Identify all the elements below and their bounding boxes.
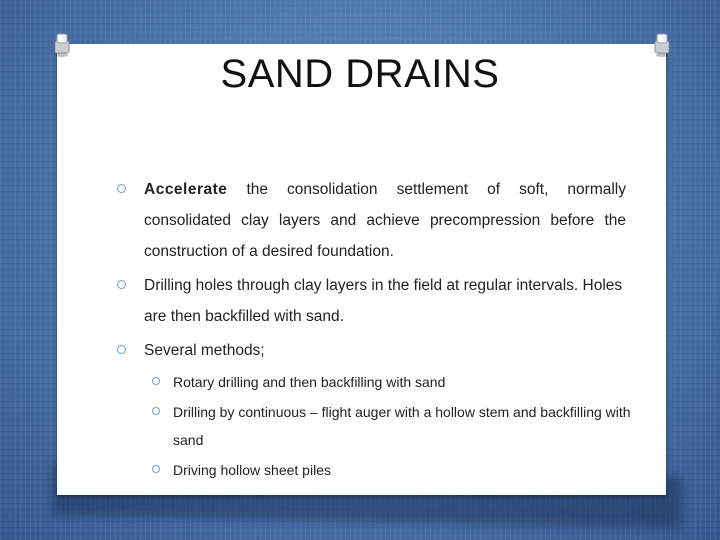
sub-bullet-item (173, 398, 638, 454)
hollow-circle-bullet-icon (152, 465, 160, 473)
hollow-circle-bullet-icon (117, 345, 126, 354)
sub-bullet-text: Drilling by continuous – flight auger with a hollow stem and backfilling with sand (173, 404, 631, 448)
slide-title: SAND DRAINS (220, 52, 500, 96)
bullet-lead: Accelerate (144, 181, 228, 198)
sub-bullet-text: Driving hollow sheet piles (173, 462, 331, 478)
sub-bullet-item (173, 456, 628, 484)
bullet-text: Several methods; (144, 342, 265, 359)
bullet-text: the consolidation settlement of soft, normally consolidated clay layers and achieve precompression before the construction of a desired foundation. (144, 181, 626, 260)
hollow-circle-bullet-icon (117, 184, 126, 193)
bullet-item (144, 335, 624, 366)
hollow-circle-bullet-icon (152, 377, 160, 385)
bullet-text: Drilling holes through clay layers in the field at regular intervals. Holes are then backfilled with sand. (144, 277, 623, 325)
sub-bullet-item (173, 368, 628, 396)
bullet-item (144, 174, 626, 267)
sub-bullet-text: Rotary drilling and then backfilling with sand (173, 374, 446, 390)
hollow-circle-bullet-icon (152, 407, 160, 415)
bullet-item (144, 270, 629, 332)
hollow-circle-bullet-icon (117, 280, 126, 289)
